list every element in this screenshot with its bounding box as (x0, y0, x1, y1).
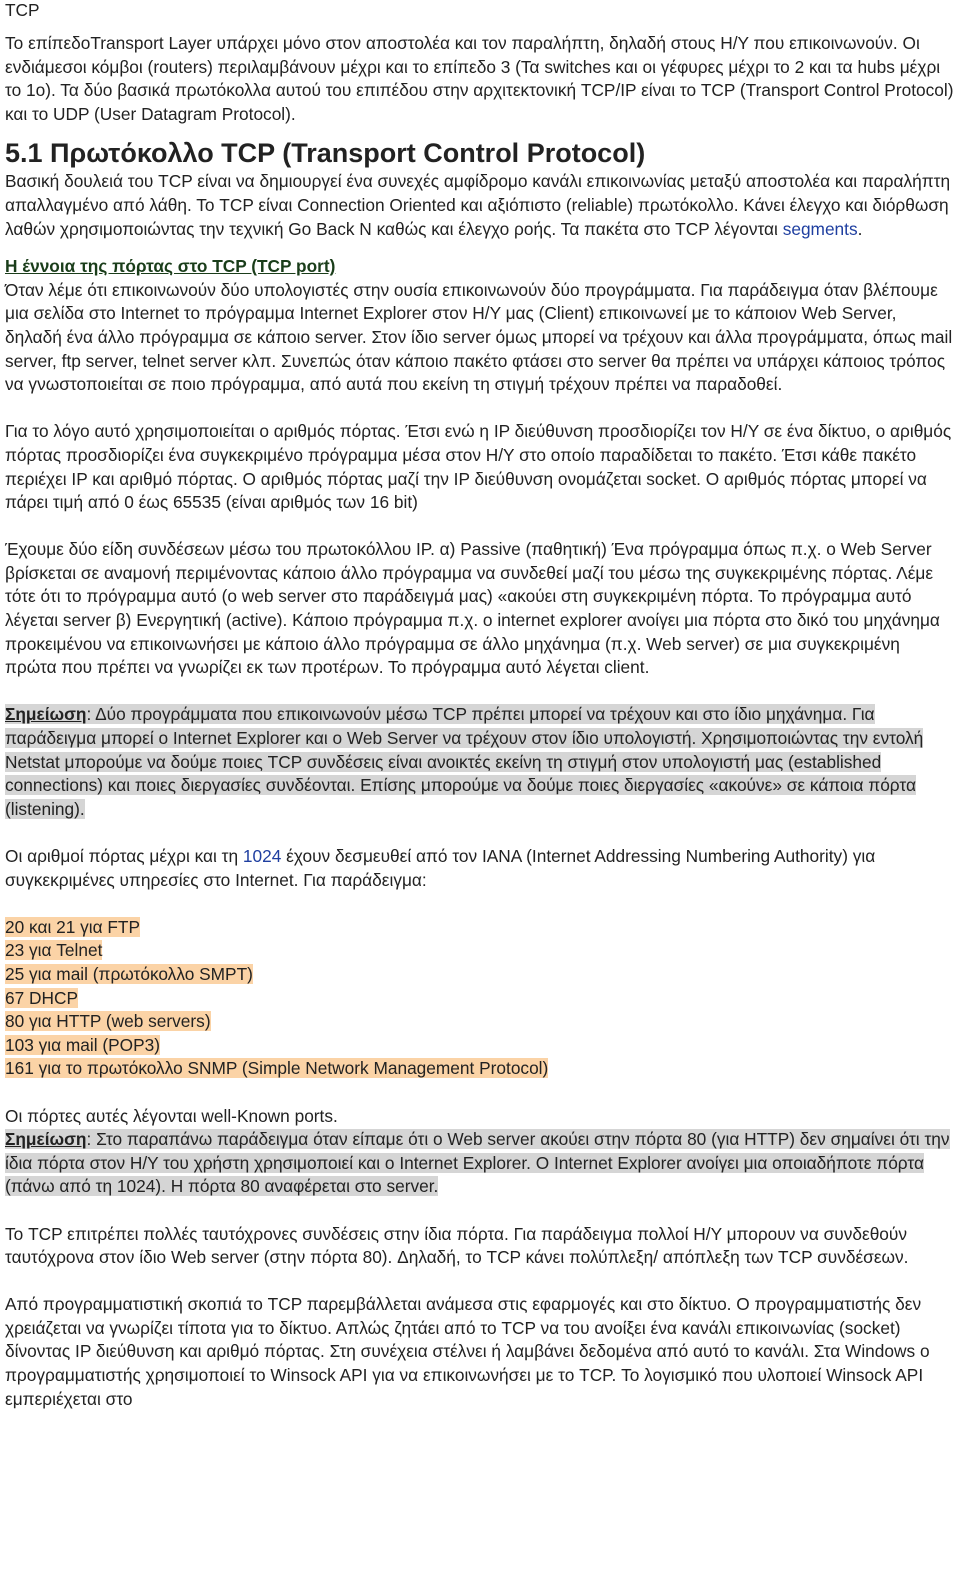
port-paragraph-1: Όταν λέμε ότι επικοινωνούν δύο υπολογιστές στην ουσία επικοινωνούν δύο προγράμματα. Για παράδειγμα όταν βλέπουμε μια σελίδα στο Internet το πρόγραμμα Internet Explorer στον Η/Υ μας (Client) επικοινωνεί με το κάποιον Web Server, δηλαδή ένα άλλο πρόγραμμα σε κάποιο server. Στον ίδιο server όμως μπορεί να τρέχουν και άλλα προγράμματα, όπως mail server, ftp server, telnet server κλπ. Συνεπώς όταν κάποιο πακέτο φτάσει στο server θα πρέπει να υπάρχει κάποιος τρόπος να γνωστοποιείται σε ποιο πρόγραμμα, από αυτά που εκείνη τη στιγμή τρέχουν πρέπει να παραδοθεί. (5, 279, 953, 395)
iana-paragraph (5, 845, 954, 892)
spacer (5, 515, 954, 539)
spacer (5, 1270, 954, 1294)
port-paragraph-3: Έχουμε δύο είδη συνδέσεων μέσω του πρωτοκόλλου IP. α) Passive (παθητική) Ένα πρόγραμμα όπως π.χ. ο Web Server βρίσκεται σε αναμονή περιμένοντας κάποιο άλλο πρόγραμμα να συνδεθεί μαζί του μέσω της συγκεκριμένης πόρτας. Λέμε τότε ότι το πρόγραμμα αυτό (ο web server στο παράδειγμά μας) «ακούει στη συγκεκριμένη πόρτα. Το πρόγραμμα αυτό λέγεται server β) Ενεργητική (active). Κάποιο πρόγραμμα π.χ. ο internet explorer ανοίγει μια πόρτα στο δικό του μηχάνημα προκειμένου να επικοινωνήσει με κάποιο άλλο πρόγραμμα σε άλλο μηχάνημα (π.χ. Web server) σε μια συγκεκριμένη πρώτα που πρέπει να γνωρίζει εκ των προτέρων. Το πρόγραμμα αυτό λέγεται client. (5, 539, 940, 678)
section-paragraph (5, 170, 954, 241)
list-item: 23 για Telnet (5, 940, 103, 961)
programming-paragraph: Από προγραμματιστική σκοπιά το TCP παρεμβάλλεται ανάμεσα στις εφαρμογές και στο δίκτυο. Ο προγραμματιστής δεν χρειάζεται να γνωρίζει τίποτα για το δίκτυο. Απλώς ζητάει από το TCP να του ανοίξει ένα κανάλι επικοινωνίας (socket) δίνοντας IP διεύθυνση και αριθμό πόρτας. Στη συνέχεια στέλνει ή λαμβάνει δεδομένα από αυτό το κανάλι. Στα Windows ο προγραμματιστής χρησιμοποιεί το Winsock API για να επικοινωνήσει με το TCP. Το λογισμικό που υλοποιεί Winsock API εμπεριέχεται στο (5, 1294, 930, 1409)
port-paragraph-2: Για το λόγο αυτό χρησιμοποιείται ο αριθμός πόρτας. Έτσι ενώ η IP διεύθυνση προσδιορίζει τον Η/Υ σε ένα δίκτυο, ο αριθμός πόρτας προσδιορίζει ένα συγκεκριμένο πρόγραμμα μέσα στον Η/Υ στο οποίο παραδίδεται το πακέτο. Έτσι κάθε πακέτο περιέχει IP και αριθμό πόρτας. Ο αριθμός πόρτας μαζί την IP διεύθυνση ονομάζεται socket. Ο αριθμός πόρτας μπορεί να πάρει τιμή από 0 έως 65535 (είναι αριθμός των 16 bit) (5, 421, 952, 513)
list-item: 80 για HTTP (web servers) (5, 1011, 211, 1032)
spacer (5, 1081, 954, 1105)
note-2 (5, 1128, 954, 1199)
port-list (5, 916, 954, 1081)
iana-text-b: έχουν δεσμευθεί από τον IANA (Internet Addressing Numbering Authority) για συγκεκριμένες υπηρεσίες στο Internet. Για παράδειγμα: (5, 846, 876, 890)
iana-number: 1024 (242, 846, 282, 866)
note-2-label: Σημείωση (5, 1129, 87, 1150)
list-item: 20 και 21 για FTP (5, 916, 141, 937)
section-text: Βασική δουλειά του TCP είναι να δημιουργεί ένα συνεχές αμφίδρομο κανάλι επικοινωνίας μεταξύ αποστολέα και παραλήπτη απαλλαγμένο από λάθη. Το TCP είναι Connection Oriented και αξιόπιστο (reliable) πρωτόκολλο. Κάνει έλεγχο και διόρθωση λαθών χρησιμοποιώντας την τεχνική Go Back N καθώς και έλεγχο ροής. Τα πακέτα στο TCP λέγονται (5, 171, 951, 239)
iana-text-a: Οι αριθμοί πόρτας μέχρι και τη (5, 846, 243, 866)
note-1-label: Σημείωση (5, 704, 87, 725)
intro-paragraph: Το επίπεδοTransport Layer υπάρχει μόνο στον αποστολέα και τον παραλήπτη, δηλαδή στους Η/Υ που επικοινωνούν. Οι ενδιάμεσοι κόμβοι (routers) περιλαμβάνουν μέχρι και το επίπεδο 3 (Τα switches και οι γέφυρες μέχρι το 2 και τα hubs μέχρι το 1ο). Τα δύο βασικά πρωτόκολλα αυτού του επιπέδου στην αρχιτεκτονική TCP/IP είναι το TCP (Transport Control Protocol) και το UDP (User Datagram Protocol). (5, 33, 954, 124)
doc-title: TCP (5, 0, 40, 20)
list-item: 103 για mail (POP3) (5, 1034, 161, 1055)
multiplex-paragraph: Το TCP επιτρέπει πολλές ταυτόχρονες συνδέσεις στην ίδια πόρτα. Για παράδειγμα πολλοί Η/Υ μπορουν να συνδεθούν ταυτόχρονα στον ίδιο Web server (στην πόρτα 80). Δηλαδή, το TCP κάνει πολύπλεξη/ απόπλεξη των TCP συνδέσεων. (5, 1223, 909, 1268)
note-2-text: : Στο παραπάνω παράδειγμα όταν είπαμε ότι ο Web server ακούει στην πόρτα 80 (για HTTP) δεν σημαίνει ότι την ίδια πόρτα στον Η/Υ του χρήστη χρησιμοποιεί και ο Internet Explorer. Ο Internet Explorer ανοίγει μια οποιαδήποτε πόρτα (πάνω από τη 1024). Η πόρτα 80 αναφέρεται στο server. (5, 1129, 950, 1197)
list-item: 161 για το πρωτόκολλο SNMP (Simple Network Management Protocol) (5, 1058, 549, 1079)
section-text-end: . (857, 218, 863, 239)
list-item: 67 DHCP (5, 987, 78, 1008)
note-1 (5, 703, 954, 821)
note-1-text: : Δύο προγράμματα που επικοινωνούν μέσω TCP πρέπει μπορεί να τρέχουν και στο ίδιο μηχάνημα. Για παράδειγμα μπορεί ο Internet Explorer και ο Web Server να τρέχουν στον ίδιο υπολογιστή. Χρησιμοποιώντας την εντολή Netstat μπορούμε να δούμε ποιες TCP συνδέσεις είναι ανοικτές εκείνη τη στιγμή στον υπολογιστή μας (established connections) και ποιες διεργασίες συνδέονται. Επίσης μπορούμε να δούμε ποιες διεργασίες «ακούνε» σε κάποια πόρτα (listening). (5, 704, 924, 819)
spacer (5, 680, 954, 704)
spacer (5, 24, 954, 32)
section-heading: 5.1 Πρωτόκολλο TCP (Transport Control Protocol) (5, 138, 646, 169)
port-heading: Η έννοια της πόρτας στο TCP (TCP port) (5, 256, 336, 277)
spacer (5, 1199, 954, 1223)
spacer (5, 821, 954, 845)
spacer (5, 397, 954, 421)
segments-term: segments (782, 218, 858, 239)
list-item: 25 για mail (πρωτόκολλο SMPT) (5, 963, 253, 984)
spacer (5, 892, 954, 916)
well-known-line: Οι πόρτες αυτές λέγονται well-Known ports. (5, 1105, 338, 1126)
